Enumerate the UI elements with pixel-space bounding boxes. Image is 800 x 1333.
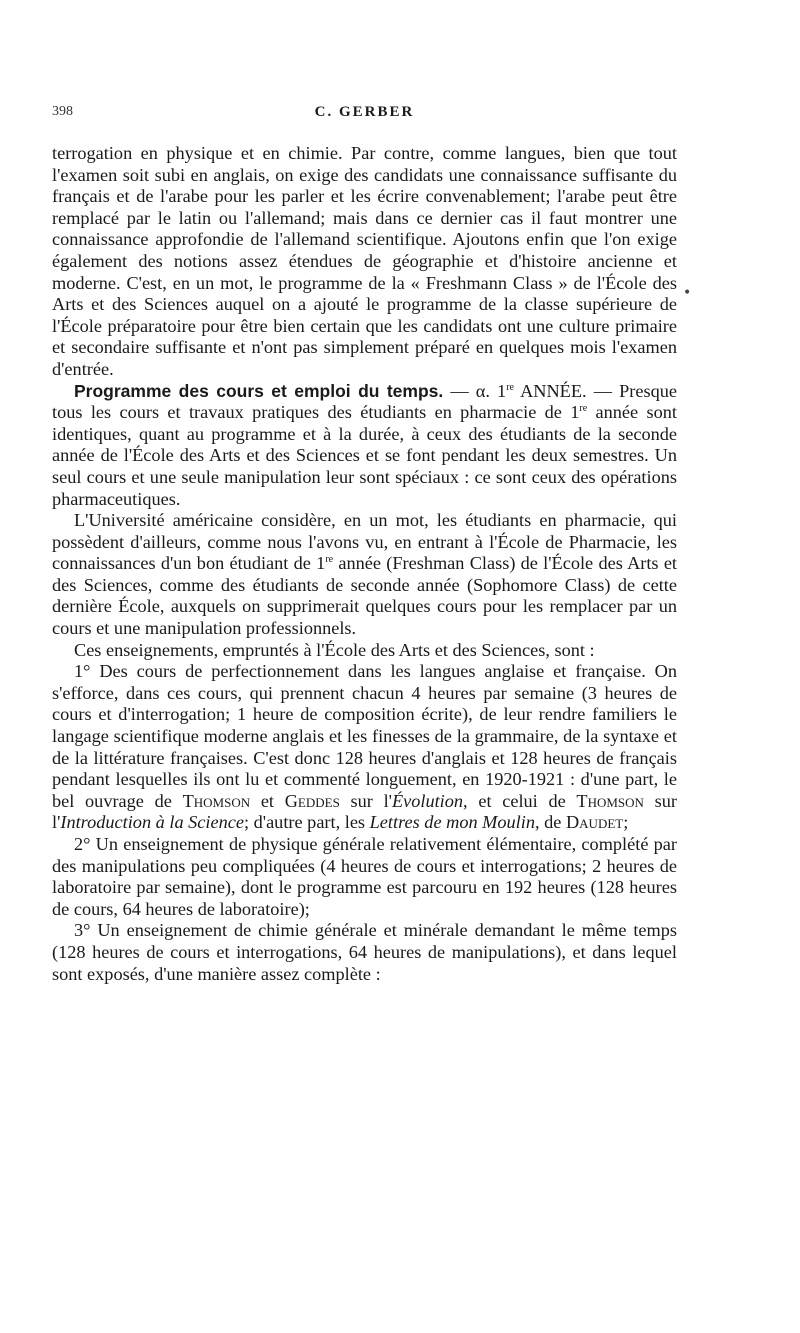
paragraph-5-et: et — [250, 790, 285, 811]
paragraph-5-text-a: 1° Des cours de perfectionnement dans les langues anglaise et française. On s'efforce, dans ces cours, qui prennent chacun 4 heures par semaine (3 heures de cours et d'interrogation; 1 heure de composition écrite), de leur rendre familiers le langage scientifique moderne anglais et les finesses de la grammaire, de la syntaxe et de la littérature françaises. C'est donc 128 heures d'anglais et 128 heures de français pendant lesquelles ils ont lu et commenté longuement, en 1920-1921 : d'une part, le bel ouvrage de — [52, 661, 677, 811]
paragraph-7: 3° Un enseignement de chimie générale et minérale demandant le même temps (128 heures de cours et interrogations, 64 heures de manipulations), et dans lequel sont exposés, d'une manière assez complète : — [52, 920, 677, 984]
paragraph-3 — [52, 510, 677, 640]
year-sup-2: re — [579, 403, 588, 415]
author-geddes: Geddes — [284, 790, 340, 811]
page-header — [52, 104, 677, 126]
running-head: C. GERBER — [314, 104, 415, 120]
year-sup-3: re — [325, 554, 334, 566]
paragraph-2-text-a: — Presque tous les cours et travaux pratiques des étudiants en pharmacie de 1 — [52, 380, 677, 423]
paragraph-4: Ces enseignements, empruntés à l'École des Arts et des Sciences, sont : — [74, 639, 595, 660]
paragraph-2-text-b: année sont identiques, quant au programme et à la durée, à ceux des étudiants de la seconde année de l'École des Arts et des Sciences et se font pendant les deux semestres. Un seul cours et une seule manipulation leur sont spéciaux : ce sont ceux des opérations pharmaceutiques. — [52, 402, 677, 509]
paragraph-6: 2° Un enseignement de physique générale relativement élémentaire, complété par des manipulations peu compliquées (4 heures de cours et interrogations; 2 heures de laboratoire par semaine), dont le programme est parcouru en 192 heures (128 heures de cours, 64 heures de laboratoire); — [52, 834, 677, 919]
paragraph-3-text-a: L'Université américaine considère, en un mot, les étudiants en pharmacie, qui possèdent d'ailleurs, comme nous l'avons vu, en entrant à l'École de Pharmacie, les connaissances d'un bon étudiant de 1 — [52, 510, 677, 574]
paragraph-3-text-b: année (Freshman Class) de l'École des Arts et des Sciences, comme des étudiants de seconde année (Sophomore Class) de cette dernière École, auxquels on supprimerait quelques cours pour les remplacer par un cours et une manipulation professionnels. — [52, 553, 678, 639]
paragraph-5-sur: sur l' — [339, 790, 392, 811]
margin-dot-mark: • — [683, 285, 692, 301]
author-thomson-2: Thomson — [576, 790, 644, 811]
year-label-alpha: α. 1 — [475, 380, 507, 401]
year-sup: re — [506, 381, 514, 393]
page-number: 398 — [52, 104, 73, 119]
heading-dash: — — [443, 380, 476, 401]
section-heading: Programme des cours et emploi du temps. — [74, 380, 444, 401]
paragraph-5-sur-2: sur l' — [52, 790, 677, 833]
paragraph-2 — [52, 381, 677, 511]
paragraph-5-text-c: , et celui de — [463, 790, 577, 811]
paragraph-5-end: ; — [623, 812, 629, 833]
paragraph-1: terrogation en physique et en chimie. Par contre, comme langues, bien que tout l'examen soit subi en anglais, on exige des candidats une connaissance suffisante du français et de l'arabe pour les parler et les écrire convenablement; l'arabe peut être remplacé par le latin ou l'allemand; mais dans ce dernier cas il faut montrer une connaissance approfondie de l'allemand scientifique. Ajoutons enfin que l'on exige également des notions assez étendues de géographie et d'histoire ancienne et moderne. C'est, en un mot, le programme de la « Freshmann Class » de l'École des Arts et des Sciences auquel on a ajouté le programme de la classe supérieure de l'École préparatoire pour être bien certain que les candidats ont une culture primaire et secondaire suffisante et n'ont pas simplement préparé en quelques mois l'examen d'entrée. — [52, 143, 677, 379]
paragraph-5-text-d: ; d'autre part, les — [243, 812, 370, 833]
body-text — [52, 143, 677, 985]
title-lettres: Lettres de mon Moulin — [369, 812, 535, 833]
title-introduction: Introduction à la Science — [60, 812, 244, 833]
paragraph-5 — [52, 661, 677, 834]
paragraph-5-de: , de — [535, 812, 566, 833]
author-daudet: Daudet — [565, 812, 624, 833]
title-evolution: Évolution — [391, 790, 464, 811]
author-thomson: Thomson — [182, 790, 251, 811]
year-label: ANNÉE. — [513, 380, 587, 401]
